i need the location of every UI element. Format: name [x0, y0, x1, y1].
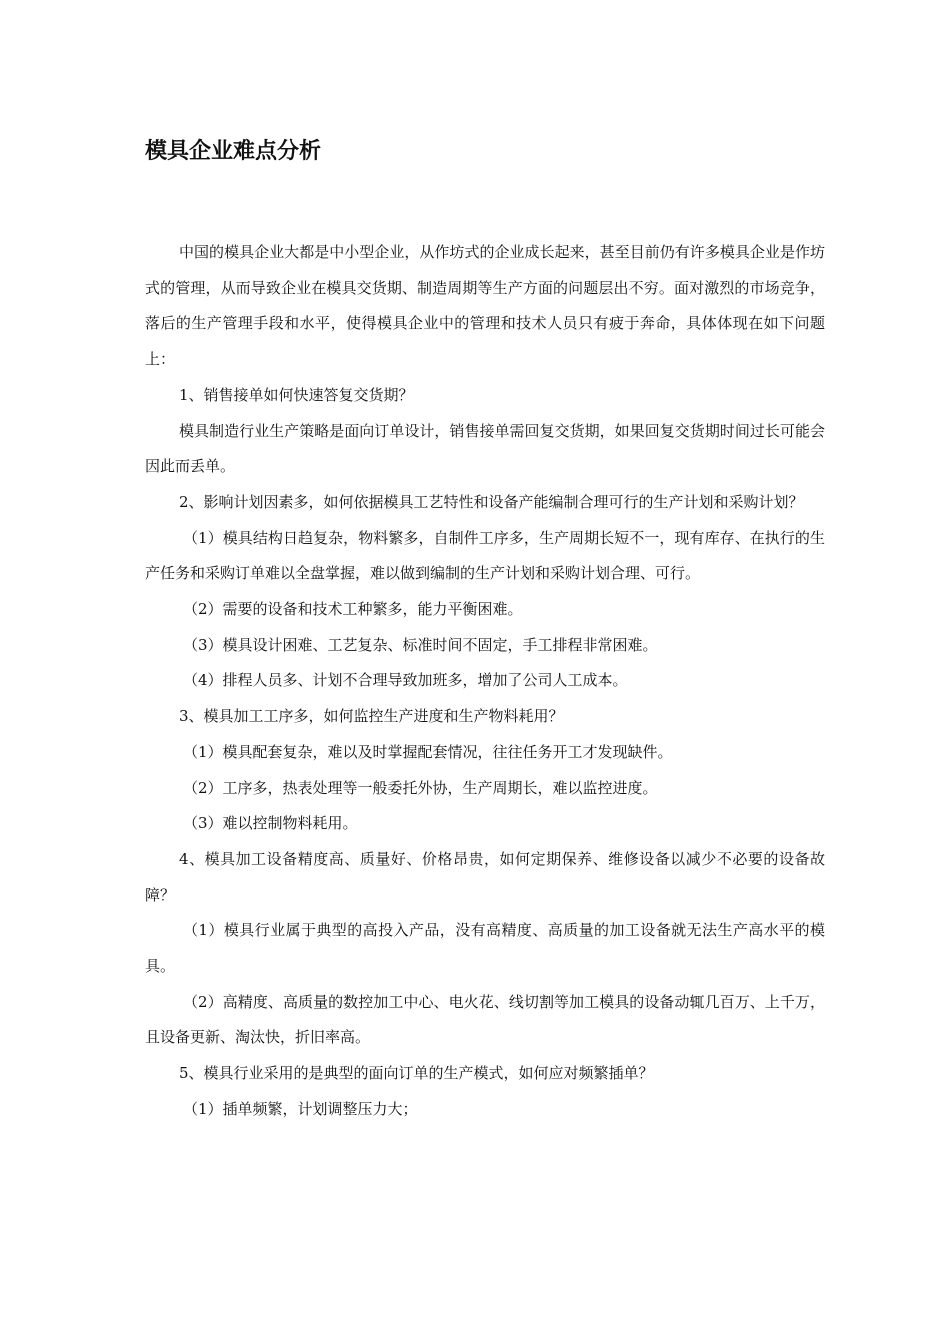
list-item: （2）高精度、高质量的数控加工中心、电火花、线切割等加工模具的设备动辄几百万、上千万，且设备更新、淘汰快，折旧率高。	[145, 992, 825, 1047]
list-item: （3）模具设计困难、工艺复杂、标准时间不固定，手工排程非常困难。	[183, 635, 658, 654]
question-heading-2: 2、影响计划因素多，如何依据模具工艺特性和设备产能编制合理可行的生产计划和采购计划？	[179, 492, 804, 511]
intro-paragraph: 中国的模具企业大都是中小型企业，从作坊式的企业成长起来，甚至目前仍有许多模具企业是作坊式的管理，从而导致企业在模具交货期、制造周期等生产方面的问题层出不穷。面对激烈的市场竞争，落后的生产管理手段和水平，使得模具企业中的管理和技术人员只有疲于奔命，具体体现在如下问题上：	[145, 243, 825, 369]
list-item: （3）难以控制物料耗用。	[183, 814, 358, 833]
list-item: （1）模具配套复杂，难以及时掌握配套情况，往往任务开工才发现缺件。	[183, 742, 673, 761]
document-body	[145, 235, 825, 1128]
paragraph: 模具制造行业生产策略是面向订单设计，销售接单需回复交货期，如果回复交货期时间过长可能会因此而丢单。	[145, 421, 825, 476]
list-item: （1）模具结构日趋复杂，物料繁多，自制件工序多，生产周期长短不一，现有库存、在执行的生产任务和采购订单难以全盘掌握，难以做到编制的生产计划和采购计划合理、可行。	[145, 528, 825, 583]
document-title: 模具企业难点分析	[145, 139, 322, 164]
list-item: （1）插单频繁，计划调整压力大；	[183, 1099, 418, 1118]
list-item: （2）需要的设备和技术工种繁多，能力平衡困难。	[183, 600, 523, 619]
question-heading-4: 4、模具加工设备精度高、质量好、价格昂贵，如何定期保养、维修设备以减少不必要的设备故障？	[145, 849, 825, 904]
question-heading-1: 1、销售接单如何快速答复交货期？	[179, 385, 414, 404]
list-item: （1）模具行业属于典型的高投入产品，没有高精度、高质量的加工设备就无法生产高水平的模具。	[145, 921, 825, 976]
list-item: （2）工序多，热表处理等一般委托外协，生产周期长，难以监控进度。	[183, 778, 658, 797]
question-heading-3: 3、模具加工工序多，如何监控生产进度和生产物料耗用？	[179, 707, 564, 726]
question-heading-5: 5、模具行业采用的是典型的面向订单的生产模式，如何应对频繁插单？	[179, 1064, 654, 1083]
list-item: （4）排程人员多、计划不合理导致加班多，增加了公司人工成本。	[183, 671, 628, 690]
